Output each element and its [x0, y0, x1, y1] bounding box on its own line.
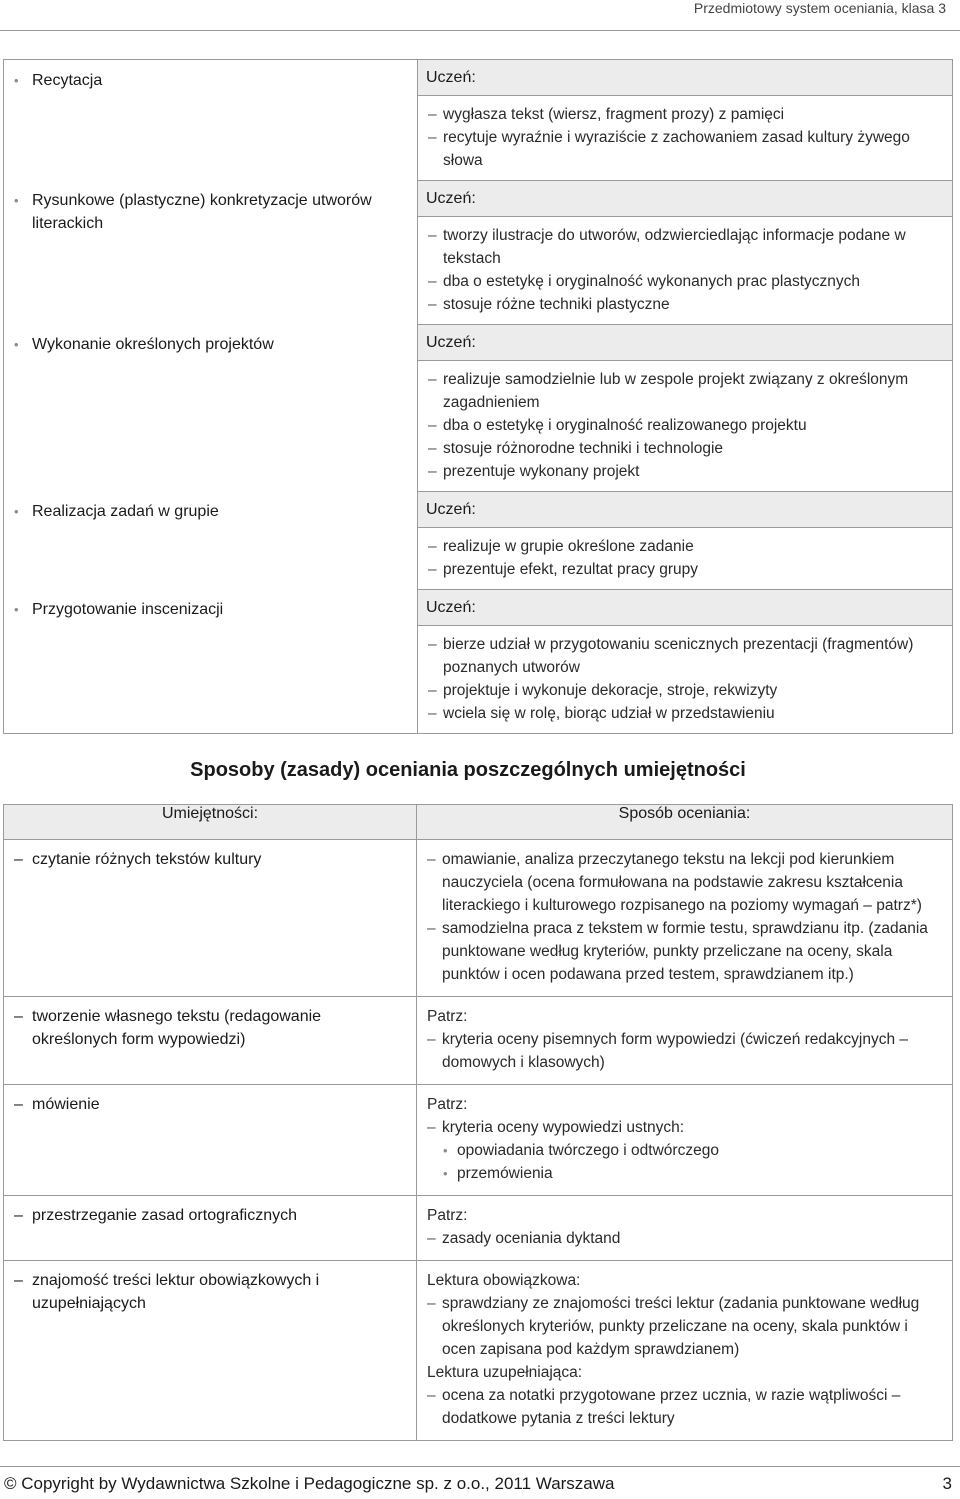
dash-marker: – [428, 561, 437, 578]
criteria-item [428, 558, 940, 581]
method-content [417, 997, 952, 1084]
dash-marker: – [14, 851, 23, 868]
criteria-row [4, 180, 953, 324]
criteria-item [428, 460, 940, 483]
method-subitem-text: opowiadania twórczego i odtwórczego [457, 1142, 719, 1159]
method-heading: Patrz: [427, 1096, 468, 1113]
dash-marker: – [428, 705, 437, 722]
method-item [427, 1384, 940, 1430]
method-heading: Patrz: [427, 1207, 468, 1224]
criteria-area-cell [4, 60, 418, 181]
criteria-item-text: projektuje i wykonuje dekoracje, stroje, rekwizyty [443, 682, 778, 699]
criteria-area [4, 324, 417, 356]
criteria-item-text: stosuje różnorodne techniki i technologie [443, 440, 724, 457]
criteria-detail-cell [418, 491, 953, 589]
bullet-icon: • [14, 193, 19, 208]
dash-marker: – [428, 636, 437, 653]
criteria-detail-cell [418, 324, 953, 491]
criteria-area-cell [4, 180, 418, 324]
dash-marker: – [428, 129, 437, 146]
method-row [4, 1261, 953, 1441]
criteria-item-text: stosuje różne techniki plastyczne [443, 296, 670, 313]
dash-marker: – [14, 1272, 23, 1289]
method-row [4, 1196, 953, 1261]
skill-label: mówienie [32, 1096, 100, 1113]
criteria-item-list [418, 217, 952, 324]
criteria-item-list [418, 361, 952, 491]
criteria-item-text: realizuje samodzielnie lub w zespole projekt związany z określonym zagadnieniem [443, 371, 909, 411]
criteria-row [4, 60, 953, 181]
criteria-area-label: Recytacja [32, 72, 103, 89]
criteria-row [4, 589, 953, 734]
criteria-row [4, 324, 953, 491]
student-label-bar: Uczeń: [418, 60, 952, 96]
method-item [427, 1116, 940, 1139]
dash-marker: – [428, 296, 437, 313]
bullet-icon: • [443, 1143, 448, 1158]
criteria-area [4, 589, 417, 621]
criteria-area [4, 491, 417, 523]
skill-cell [4, 1085, 417, 1196]
criteria-area-label: Rysunkowe (plastyczne) konkretyzacje utworów literackich [32, 192, 372, 232]
criteria-area-cell [4, 589, 418, 734]
method-row [4, 840, 953, 997]
column-header-methods: Sposób oceniania: [417, 805, 953, 840]
skill-label: czytanie różnych tekstów kultury [32, 851, 262, 868]
copyright-notice: © Copyright by Wydawnictwa Szkolne i Pedagogiczne sp. z o.o., 2011 Warszawa [4, 1474, 615, 1493]
method-content [417, 1261, 952, 1440]
bullet-icon: • [14, 73, 19, 88]
running-header: Przedmiotowy system oceniania, klasa 3 [693, 0, 946, 16]
method-item-text: zasady oceniania dyktand [442, 1230, 621, 1247]
student-label-bar: Uczeń: [418, 589, 952, 626]
criteria-area [4, 60, 417, 92]
criteria-table [3, 59, 953, 734]
bullet-icon: • [14, 504, 19, 519]
dash-marker: – [14, 1207, 23, 1224]
method-subitem [427, 1139, 940, 1162]
method-subitem [427, 1162, 940, 1185]
dash-marker: – [427, 1295, 436, 1312]
dash-marker: – [14, 1008, 23, 1025]
criteria-detail-cell [418, 589, 953, 734]
criteria-item-text: bierze udział w przygotowaniu scenicznych prezentacji (fragmentów) poznanych utworów [443, 636, 914, 676]
method-cell [417, 1196, 953, 1261]
skill-cell [4, 997, 417, 1085]
method-subitem-text: przemówienia [457, 1165, 553, 1182]
criteria-item-text: wciela się w rolę, biorąc udział w przedstawieniu [443, 705, 775, 722]
method-item [427, 1028, 940, 1074]
student-label-bar: Uczeń: [418, 491, 952, 528]
method-item [427, 1227, 940, 1250]
bullet-icon: • [14, 602, 19, 617]
criteria-item [428, 414, 940, 437]
criteria-item-text: dba o estetykę i oryginalność wykonanych prac plastycznych [443, 273, 860, 290]
criteria-item [428, 368, 940, 414]
dash-marker: – [427, 920, 436, 937]
criteria-detail-cell [418, 180, 953, 324]
method-heading: Lektura uzupełniająca: [427, 1364, 583, 1381]
criteria-item-text: tworzy ilustracje do utworów, odzwierciedlając informacje podane w tekstach [443, 227, 906, 267]
method-content [417, 840, 952, 996]
criteria-item [428, 679, 940, 702]
criteria-item [428, 126, 940, 172]
method-content [417, 1085, 952, 1195]
column-header-skills: Umiejętności: [4, 805, 417, 840]
method-item-text: ocena za notatki przygotowane przez ucznia, w razie wątpliwości – dodatkowe pytania z treści lektury [442, 1387, 901, 1427]
skill-label: tworzenie własnego tekstu (redagowanie określonych form wypowiedzi) [32, 1008, 322, 1048]
criteria-item [428, 633, 940, 679]
skill-label: znajomość treści lektur obowiązkowych i uzupełniających [32, 1272, 320, 1312]
method-item-text: samodzielna praca z tekstem w formie testu, sprawdzianu itp. (zadania punktowane według kryteriów, punkty przeliczane na oceny, skala punktów i ocen podawana przed testem, sprawdzianem itp.) [442, 920, 928, 983]
criteria-item-list [418, 528, 952, 589]
criteria-item [428, 535, 940, 558]
section-title: Sposoby (zasady) oceniania poszczególnych umiejętności [190, 759, 746, 781]
criteria-area-cell [4, 491, 418, 589]
criteria-item [428, 224, 940, 270]
page-number: 3 [942, 1474, 952, 1493]
criteria-item-text: recytuje wyraźnie i wyraziście z zachowaniem zasad kultury żywego słowa [443, 129, 910, 169]
student-label-bar: Uczeń: [418, 324, 952, 361]
criteria-area-cell [4, 324, 418, 491]
dash-marker: – [428, 273, 437, 290]
dash-marker: – [427, 1119, 436, 1136]
bullet-icon: • [443, 1166, 448, 1181]
header-divider [0, 30, 960, 31]
method-heading: Lektura obowiązkowa: [427, 1272, 581, 1289]
method-heading: Patrz: [427, 1008, 468, 1025]
dash-marker: – [428, 227, 437, 244]
method-content [417, 1196, 952, 1260]
dash-marker: – [428, 371, 437, 388]
criteria-item-list [418, 96, 952, 180]
method-item-text: sprawdziany ze znajomości treści lektur (zadania punktowane według określonych kryteriów, punkty przeliczane na oceny, skala punktów i ocen zapisana pod każdym sprawdzianem) [442, 1295, 920, 1358]
student-label-bar: Uczeń: [418, 180, 952, 217]
criteria-area [4, 180, 417, 235]
method-cell [417, 1085, 953, 1196]
dash-marker: – [427, 1230, 436, 1247]
criteria-row [4, 491, 953, 589]
method-item [427, 917, 940, 986]
criteria-area-label: Realizacja zadań w grupie [32, 503, 219, 520]
method-cell [417, 997, 953, 1085]
method-item [427, 1292, 940, 1361]
criteria-item [428, 103, 940, 126]
criteria-item-text: dba o estetykę i oryginalność realizowanego projektu [443, 417, 807, 434]
skill-entry [4, 1261, 416, 1325]
criteria-item-text: wygłasza tekst (wiersz, fragment prozy) z pamięci [443, 106, 785, 123]
method-item [427, 848, 940, 917]
criteria-item [428, 293, 940, 316]
skill-cell [4, 840, 417, 997]
skill-entry [4, 1196, 416, 1237]
skill-cell [4, 1196, 417, 1261]
dash-marker: – [427, 851, 436, 868]
dash-marker: – [14, 1096, 23, 1113]
skill-entry [4, 997, 416, 1061]
dash-marker: – [428, 106, 437, 123]
method-item-text: kryteria oceny wypowiedzi ustnych: [442, 1119, 685, 1136]
method-item-text: kryteria oceny pisemnych form wypowiedzi (ćwiczeń redakcyjnych – domowych i klasowych) [442, 1031, 909, 1071]
criteria-area-label: Przygotowanie inscenizacji [32, 601, 224, 618]
skill-label: przestrzeganie zasad ortograficznych [32, 1207, 298, 1224]
criteria-item [428, 702, 940, 725]
skill-entry [4, 840, 416, 881]
method-row [4, 1085, 953, 1196]
dash-marker: – [427, 1387, 436, 1404]
skill-cell [4, 1261, 417, 1441]
method-item-text: omawianie, analiza przeczytanego tekstu na lekcji pod kierunkiem nauczyciela (ocena formułowana na podstawie zakresu kształcenia literackiego i kulturowego rozpisanego na poziomy wymagań – patrz*) [442, 851, 922, 914]
criteria-item [428, 270, 940, 293]
dash-marker: – [428, 417, 437, 434]
method-cell [417, 840, 953, 997]
criteria-item-text: prezentuje efekt, rezultat pracy grupy [443, 561, 699, 578]
dash-marker: – [428, 538, 437, 555]
dash-marker: – [428, 440, 437, 457]
method-cell [417, 1261, 953, 1441]
criteria-area-label: Wykonanie określonych projektów [32, 336, 274, 353]
method-row [4, 997, 953, 1085]
criteria-detail-cell [418, 60, 953, 181]
footer-divider [0, 1466, 960, 1467]
dash-marker: – [427, 1031, 436, 1048]
criteria-item-list [418, 626, 952, 733]
skill-entry [4, 1085, 416, 1126]
dash-marker: – [428, 682, 437, 699]
dash-marker: – [428, 463, 437, 480]
bullet-icon: • [14, 337, 19, 352]
criteria-item-text: prezentuje wykonany projekt [443, 463, 640, 480]
criteria-item [428, 437, 940, 460]
assessment-methods-table [3, 804, 953, 1441]
criteria-item-text: realizuje w grupie określone zadanie [443, 538, 694, 555]
